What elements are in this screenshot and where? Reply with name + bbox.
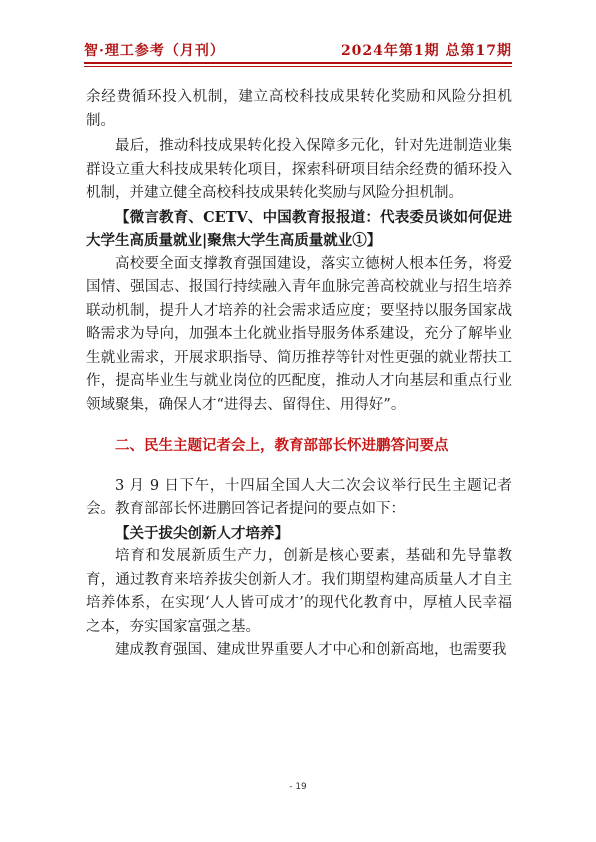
header-rule-thin <box>84 66 512 67</box>
paragraph-press-conference: 3 月 9 日下午，十四届全国人大二次会议举行民生主题记者会。教育部部长怀进鹏回答记者提问的要点如下： <box>86 477 512 517</box>
publication-title: 智·理工参考（月刊） <box>84 43 225 59</box>
page-number: - 19 <box>289 782 307 792</box>
paragraph-finally: 最后，推动科技成果转化投入保障多元化，针对先进制造业集群设立重大科技成果转化项目，探索科研项目结余经费的循环投入机制，并建立健全高校科技成果转化奖励与风险分担机制。 <box>86 138 512 201</box>
paragraph-talent: 培育和发展新质生产力，创新是核心要素，基础和先导靠教育，通过教育来培养拔尖创新人才。我们期望构建高质量人才自主培养体系，在实现‘人人皆可成才’的现代化教育中，厚植人民幸福之本，夯实国家富强之基。 <box>86 548 512 635</box>
news-heading-employment: 【微言教育、CETV、中国教育报报道：代表委员谈如何促进大学生高质量就业|聚焦大学生高质量就业①】 <box>86 208 512 249</box>
issue-label: 2024年第1期 总第17期 <box>340 43 512 59</box>
header-rule-thick <box>84 62 512 64</box>
section-title: 二、民生主题记者会上，教育部部长怀进鹏答问要点 <box>115 437 449 454</box>
paragraph-continuation: 余经费循环投入机制，建立高校科技成果转化奖励和风险分担机制。 <box>86 89 512 129</box>
page-body <box>86 86 512 663</box>
page-header <box>84 38 512 60</box>
paragraph-employment: 高校要全面支撑教育强国建设，落实立德树人根本任务，将爱国情、强国志、报国行持续融入青年血脉完善高校就业与招生培养联动机制，提升人才培养的社会需求适应度；要坚持以服务国家战略需求为导向，加强本土化就业指导服务体系建设，充分了解毕业生就业需求，开展求职指导、简历推荐等针对性更强的就业帮扶工作，提高毕业生与就业岗位的匹配度，推动人才向基层和重点行业领域聚集，确保人才“进得去、留得住、用得好”。 <box>86 255 512 413</box>
paragraph-education-power: 建成教育强国、建成世界重要人才中心和创新高地，也需要我 <box>115 642 507 658</box>
news-heading-talent: 【关于拔尖创新人才培养】 <box>115 524 289 542</box>
